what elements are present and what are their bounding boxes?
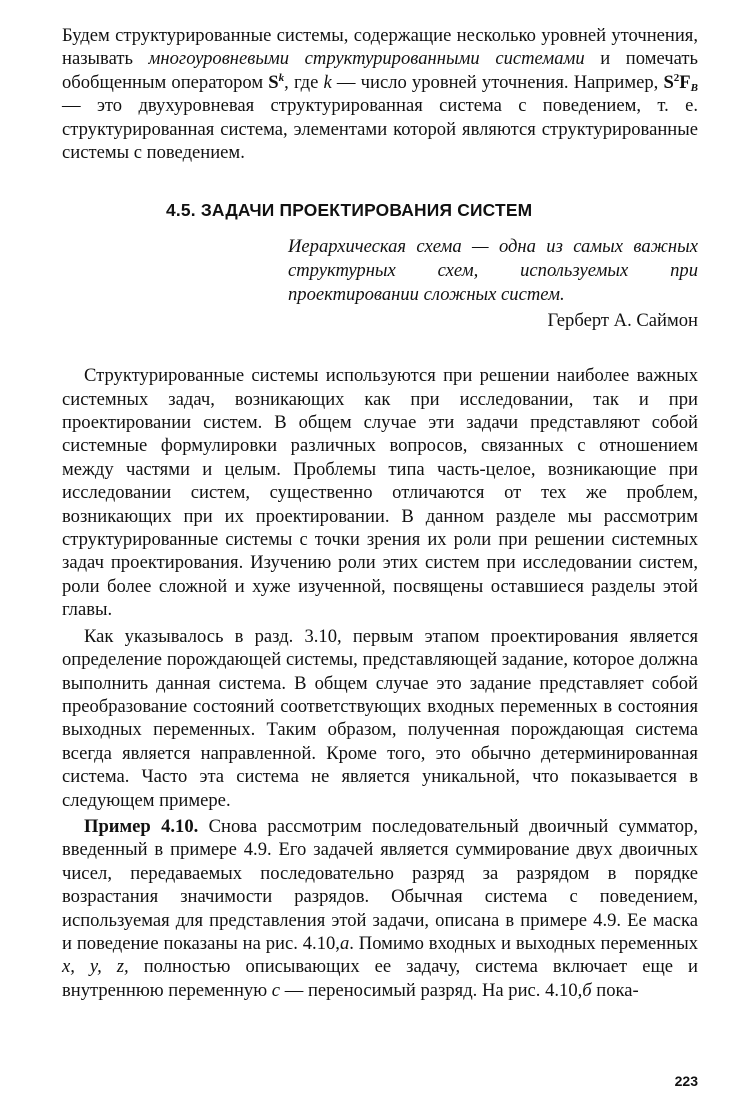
body-paragraph-2-text: Как указывалось в разд. 3.10, первым этапом проектирования является определение порождающей системы, представляющей задание, которое должна выполнить данная система. В общем случае это задание представляет собой преобразование состояний соответствующих входных переменных в состояния выходных переменных. Таким образом, полученная порождающая система всегда является направленной. Кроме того, это обычно детерминированная система. Часто эта система не является уникальной, что показывается в следующем примере.	[62, 625, 698, 811]
intro-text-4: , где	[284, 71, 324, 93]
p3-text-e: пока-	[591, 979, 639, 1001]
intro-text-5: — число уровней уточнения. Например,	[331, 71, 664, 93]
example-s: S	[663, 71, 674, 93]
var-k: k	[323, 71, 332, 93]
section-title: 4.5. ЗАДАЧИ ПРОЕКТИРОВАНИЯ СИСТЕМ	[166, 200, 533, 221]
body-paragraph-3	[62, 815, 698, 1002]
term-multilevel-systems: многоуровневыми структурированными системами	[148, 48, 585, 70]
intro-paragraph	[62, 24, 698, 164]
intro-text-3: и помечать обобщенным оператором	[62, 48, 698, 93]
example-sub-b: B	[690, 81, 698, 94]
example-label: Пример 4.10.	[84, 815, 199, 837]
var-c: c	[271, 979, 281, 1001]
book-page	[62, 24, 698, 1002]
body-paragraph-1	[62, 364, 698, 621]
section-body	[62, 364, 698, 1002]
p3-text-b: . Помимо входных и выходных переменных	[349, 932, 698, 954]
example-f: F	[679, 71, 691, 93]
p3-text-c: полностью описывающих ее задачу, система включает еще и внутреннюю переменную	[62, 956, 698, 1001]
epigraph: Иерархическая схема — одна из самых важных структурных схем, используемых при проектировании сложных систем.	[288, 236, 698, 305]
example-sup-2: 2	[673, 71, 680, 84]
epigraph-author: Герберт А. Саймон	[547, 310, 698, 332]
fig-ref-b: б	[582, 979, 592, 1001]
body-paragraph-2	[62, 625, 698, 812]
example-s2fb	[663, 72, 698, 93]
body-paragraph-1-text: Структурированные системы используются при решении наиболее важных системных задач, возникающих как при исследовании, так и при проектировании систем. В общем случае эти задачи представляют собой системные формулировки различных вопросов, связанных с отношением между частями и целым. Проблемы типа часть-целое, возникающие при исследовании систем, существенно отличаются от тех же проблем, возникающих при их проектировании. В данном разделе мы рассмотрим структурированные системы с точки зрения их роли при решении системных задач проектирования. Изучению роли этих систем при исследовании систем, роли более сложной и хуже изученной, посвящены оставшиеся разделы этой главы.	[62, 365, 698, 621]
intro-text-6: — это двухуровневая структурированная система с поведением, т. е. структурированная система, элементами которой являются структурированные системы с поведением.	[62, 95, 698, 164]
vars-xyz: x, y, z,	[62, 956, 129, 978]
operator-k: k	[278, 71, 285, 84]
operator-sk	[268, 72, 284, 93]
p3-text-a: Снова рассмотрим последовательный двоичный сумматор, введенный в примере 4.9. Его задачей является суммирование двух двоичных чисел, передаваемых последовательно разряд за разрядом в порядке возрастания значимости разрядов. Обычная система с поведением, используемая для представления этой задачи, описана в примере 4.9. Ее маска и поведение показаны на рис. 4.10,	[62, 815, 698, 954]
p3-text-d: — переносимый разряд. На рис. 4.10,	[280, 979, 583, 1001]
operator-s: S	[268, 71, 279, 93]
fig-ref-a: а	[339, 932, 350, 954]
intro-text-1: Будем структурированные системы, содержащие несколько уровней уточнения, называть	[62, 25, 698, 70]
page-number: 223	[674, 1073, 698, 1089]
